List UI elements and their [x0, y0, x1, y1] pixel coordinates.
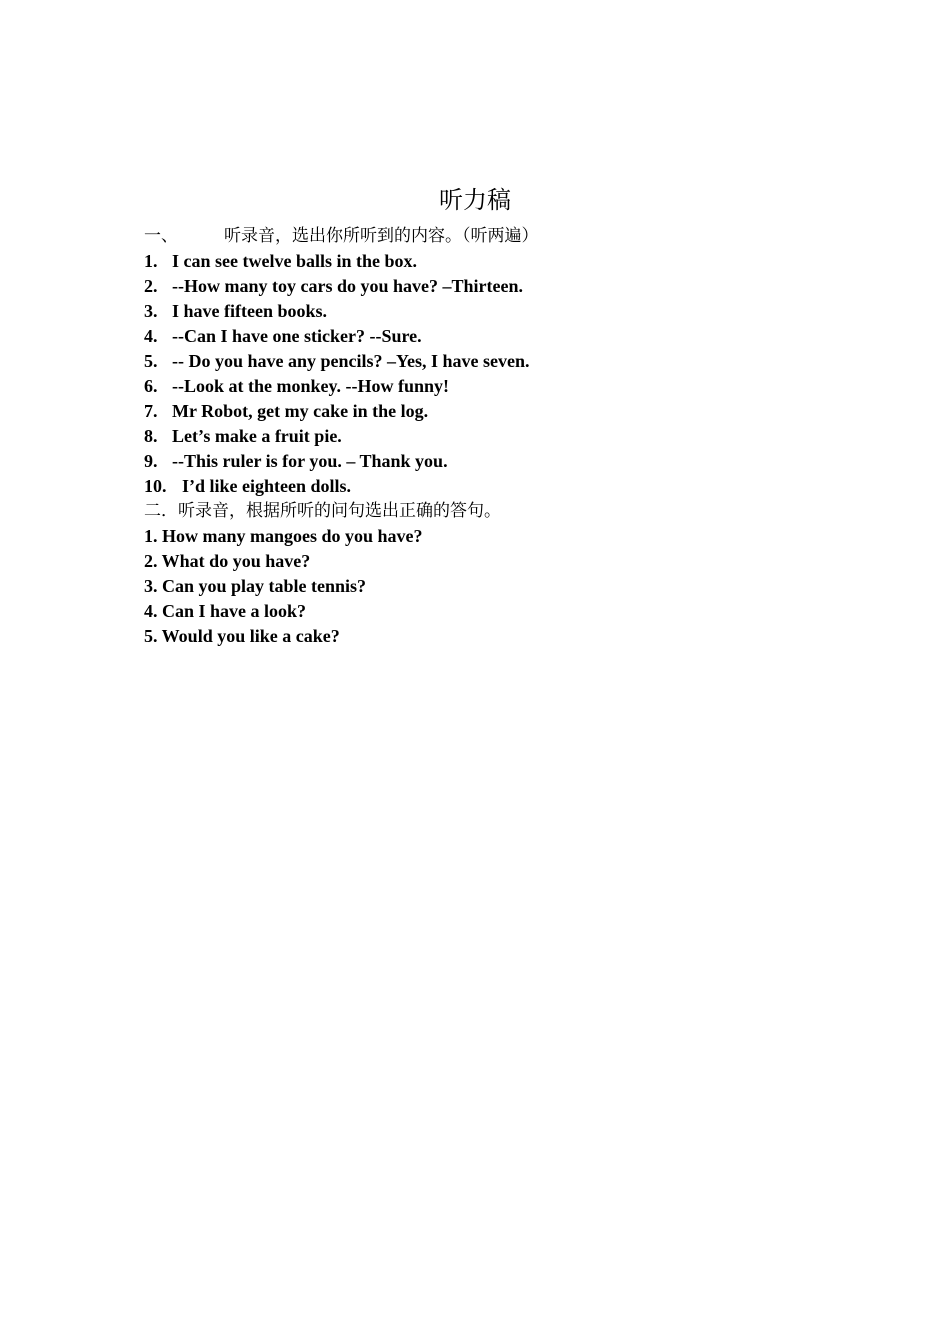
- page-title: 听力稿: [439, 186, 511, 214]
- item-number: 10.: [144, 476, 167, 496]
- item-text: Mr Robot, get my cake in the log.: [172, 401, 429, 421]
- item-number: 7.: [144, 401, 158, 421]
- item-number: 1.: [144, 251, 158, 271]
- section1-number: 一、: [144, 226, 178, 246]
- section1-item: [144, 299, 806, 324]
- item-text: I’d like eighteen dolls.: [182, 476, 352, 496]
- section2-item: 3. Can you play table tennis?: [144, 576, 367, 596]
- section1-item: [144, 424, 806, 449]
- item-number: 6.: [144, 376, 158, 396]
- item-number: 2.: [144, 276, 158, 296]
- section1-item: [144, 349, 806, 374]
- section1-item: [144, 474, 806, 499]
- section1-item: [144, 324, 806, 349]
- item-text: I have fifteen books.: [172, 301, 328, 321]
- section2-heading: [144, 499, 806, 524]
- section1-item: [144, 449, 806, 474]
- section2-number: 二．: [144, 501, 178, 521]
- item-text: I can see twelve balls in the box.: [172, 251, 417, 271]
- document-content: [144, 182, 806, 649]
- item-text: Let’s make a fruit pie.: [172, 426, 342, 446]
- section2-item: 2. What do you have?: [144, 551, 311, 571]
- item-number: 3.: [144, 301, 158, 321]
- item-text: --How many toy cars do you have? –Thirteen.: [172, 276, 523, 296]
- item-text: -- Do you have any pencils? –Yes, I have seven.: [172, 351, 530, 371]
- item-number: 5.: [144, 351, 158, 371]
- item-text: --Look at the monkey. --How funny!: [172, 376, 450, 396]
- item-number: 9.: [144, 451, 158, 471]
- section1-heading-text: 听录音，选出你所听到的内容。（听两遍）: [224, 226, 539, 246]
- section1-item: [144, 399, 806, 424]
- item-number: 8.: [144, 426, 158, 446]
- section2-item: 5. Would you like a cake?: [144, 626, 340, 646]
- section1-item: [144, 374, 806, 399]
- item-text: --This ruler is for you. – Thank you.: [172, 451, 448, 471]
- section1-heading: [144, 224, 806, 249]
- item-number: 4.: [144, 326, 158, 346]
- section1-item: [144, 274, 806, 299]
- item-text: --Can I have one sticker? --Sure.: [172, 326, 422, 346]
- section2-item: 4. Can I have a look?: [144, 601, 307, 621]
- section2-item: 1. How many mangoes do you have?: [144, 526, 423, 546]
- section2-heading-text: 听录音，根据所听的问句选出正确的答句。: [178, 501, 501, 521]
- section1-item: [144, 249, 806, 274]
